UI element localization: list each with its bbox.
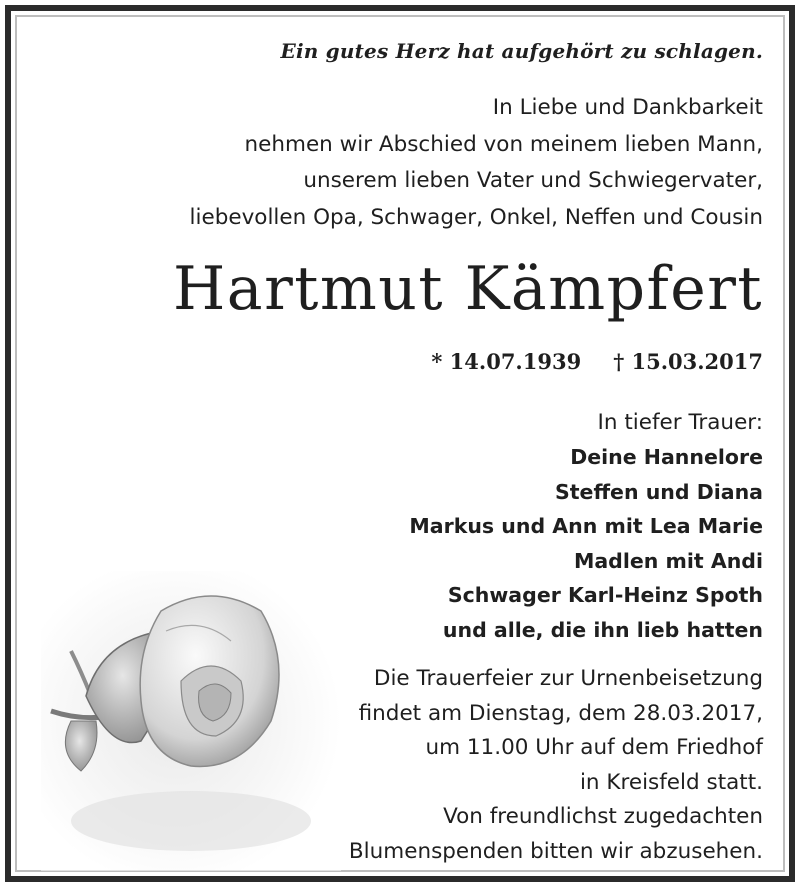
- intro-line: liebevollen Opa, Schwager, Onkel, Neffen und Cousin: [189, 204, 763, 230]
- ceremony-line: in Kreisfeld statt.: [579, 769, 763, 795]
- ceremony-info: [349, 662, 763, 869]
- obituary-frame: [5, 5, 795, 882]
- ceremony-line: Blumenspenden bitten wir abzusehen.: [348, 838, 763, 864]
- white-rose-icon: [41, 571, 341, 871]
- deceased-name: Hartmut Kämpfert: [172, 254, 763, 324]
- intro-text: [190, 90, 763, 236]
- intro-line: nehmen wir Abschied von meinem lieben Mann,: [244, 131, 763, 157]
- birth-date: * 14.07.1939: [431, 349, 582, 374]
- mourner: und alle, die ihn lieb hatten: [442, 617, 763, 642]
- mourners-list: [409, 440, 763, 647]
- obituary-content: [11, 11, 789, 876]
- death-date: † 15.03.2017: [613, 349, 763, 374]
- ceremony-line: findet am Dienstag, dem 28.03.2017,: [358, 700, 763, 726]
- mourner: Markus und Ann mit Lea Marie: [409, 514, 763, 538]
- headline: Ein gutes Herz hat aufgehört zu schlagen.: [280, 39, 763, 63]
- ceremony-line: um 11.00 Uhr auf dem Friedhof: [425, 735, 763, 760]
- life-dates: [431, 349, 763, 374]
- ceremony-line: Von freundlichst zugedachten: [443, 804, 763, 829]
- mourner: Schwager Karl-Heinz Spoth: [447, 583, 763, 607]
- ceremony-line: Die Trauerfeier zur Urnenbeisetzung: [373, 666, 763, 691]
- mourner: Madlen mit Andi: [573, 548, 763, 573]
- intro-line: In Liebe und Dankbarkeit: [492, 95, 763, 120]
- intro-line: unserem lieben Vater und Schwiegervater,: [303, 168, 763, 193]
- mourner: Steffen und Diana: [554, 479, 763, 504]
- mourner: Deine Hannelore: [570, 445, 763, 469]
- mourning-label: In tiefer Trauer:: [597, 410, 763, 435]
